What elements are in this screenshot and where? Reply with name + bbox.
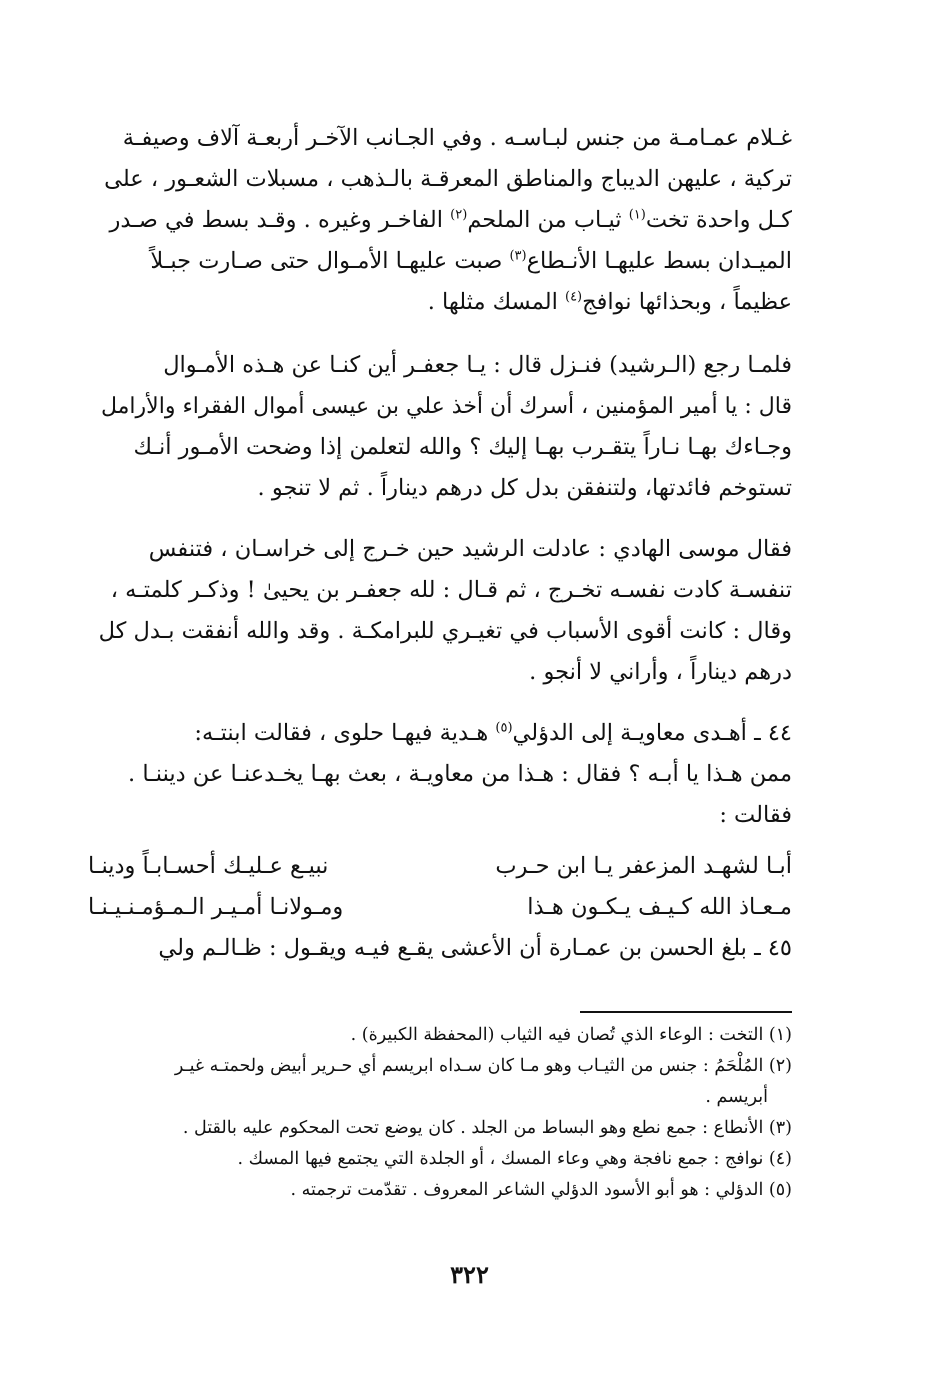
page-body (88, 118, 792, 969)
footnote-4: (٤) نوافج : جمع نافجة وهي وعاء المسك ، أو الجلدة التي يجتمع فيها المسك . (237, 1149, 792, 1169)
text-line: غـلام عمـامـة من جنس لبـاسـه . وفي الجـانب الآخـر أربعـة آلاف وصيفـة (122, 125, 792, 151)
text-segment: صبت عليهـا الأمـوال حتى صـارت جبـلاً (150, 248, 510, 274)
text-segment: عظيماً ، وبحذائها نوافج (582, 289, 792, 315)
text-line: فقالت : (719, 802, 792, 828)
footnote-1: (١) التخت : الوعاء الذي تُصان فيه الثياب (المحفظة الكبيرة) . (350, 1025, 792, 1045)
text-segment: كـل واحدة تخت (645, 207, 792, 233)
poem-verse (88, 846, 792, 887)
text-segment: ثيـاب من الملحم (467, 207, 629, 233)
text-segment: هـدية فيهـا حلوى ، فقالت ابنتـه: (194, 720, 496, 746)
paragraph-2 (88, 345, 792, 509)
text-segment: ٤٤ ـ أهـدى معاويـة إلى الدؤلي (512, 720, 792, 746)
text-line: تنفسـة كادت نفسـه تخـرج ، ثم قـال : لله جعفـر بن يحيىٰ ! وذكـر كلمتـه ، (110, 577, 792, 603)
footnote-ref-3[interactable]: (٣) (509, 248, 527, 264)
text-line: تركية ، عليهن الديباج والمناطق المعرقـة بالـذهب ، مسبلات الشعـور ، على (104, 166, 792, 192)
poem-verse (88, 887, 792, 928)
paragraph-45 (88, 928, 792, 969)
footnote-ref-1[interactable]: (١) (628, 207, 646, 223)
text-line: قال : يا أمير المؤمنين ، أسرك أن أخذ علي بن عيسى أموال الفقراء والأرامل (100, 394, 792, 419)
text-segment: الفاخـر وغيره . وقـد بسط في صـدر (109, 207, 451, 233)
text-segment: المسك مثلها . (427, 289, 565, 315)
footnote-ref-4[interactable]: (٤) (564, 289, 583, 305)
verse-second-half: ومـولانـا أمـيـر الـمـؤمـنـيـنـا (88, 894, 344, 920)
text-line: تستوخم فائدتها، ولتنفقن بدل كل درهم ديناراً . ثم لا تنجو . (257, 475, 792, 501)
verse-second-half: نبيـع عـليـك أحسـابـاً ودينـا (88, 853, 329, 879)
footnote-divider (580, 1011, 792, 1013)
footnote-3: (٣) الأنطاع : جمع نطع وهو البساط من الجلد . كان يوضع تحت المحكوم عليه بالقتل . (182, 1118, 792, 1138)
text-line: ٤٥ ـ بلغ الحسن بن عمـارة أن الأعشى يقـع فيـه ويقـول : ظـالـم ولي (158, 935, 792, 961)
text-line (88, 282, 792, 323)
text-line: وجـاءك بهـا نـاراً يتقـرب بهـا إليك ؟ والله لتعلمن إذا وضحت الأمـور أنـك (133, 434, 792, 460)
text-line: فقال موسى الهادي : عادلت الرشيد حين خـرج إلى خراسـان ، فتنفس (148, 536, 792, 562)
text-line: فلمـا رجع (الـرشيد) فنـزل قال : يـا جعفـر أين كنـا عن هـذه الأمـوال (163, 352, 792, 378)
text-line (88, 200, 792, 241)
text-line: وقال : كانت أقوى الأسباب في تغيـري للبرامكـة . وقد والله أنفقت بـدل كل (98, 618, 792, 644)
footnote-5: (٥) الدؤلي : هو أبو الأسود الدؤلي الشاعر المعروف . تقدّمت ترجمته . (290, 1180, 792, 1200)
footnotes (90, 1021, 792, 1207)
footnote-2: (٢) المُلْحَمُ : جنس من الثيـاب وهو مـا كان سـداه ابريسم أي حـرير أبيض ولحمتـه غيـر (174, 1056, 792, 1076)
paragraph-3 (88, 529, 792, 693)
paragraph-44 (88, 713, 792, 836)
paragraph-1 (88, 118, 792, 323)
text-line (88, 713, 792, 754)
text-line: درهم ديناراً ، وأراني لا أنجو . (529, 659, 792, 685)
page-number: ٣٢٢ (450, 1260, 489, 1289)
text-line: ممن هـذا يا أبـه ؟ فقال : هـذا من معاويـة ، بعث بهـا يخـدعنـا عن ديننـا . (128, 761, 792, 787)
footnote-ref-5[interactable]: (٥) (495, 720, 513, 736)
footnote-ref-2[interactable]: (٢) (450, 207, 468, 223)
text-segment: الميـدان بسط عليهـا الأنـطاع (526, 248, 792, 274)
text-line (88, 241, 792, 282)
verse-first-half: أبـا لشهـد المزعفر يـا ابن حـرب (495, 853, 792, 879)
verse-first-half: مـعـاذ الله كـيـف يـكـون هـذا (527, 894, 792, 920)
footnote-2-continuation: أبريسم . (705, 1087, 768, 1107)
poem (88, 846, 792, 928)
